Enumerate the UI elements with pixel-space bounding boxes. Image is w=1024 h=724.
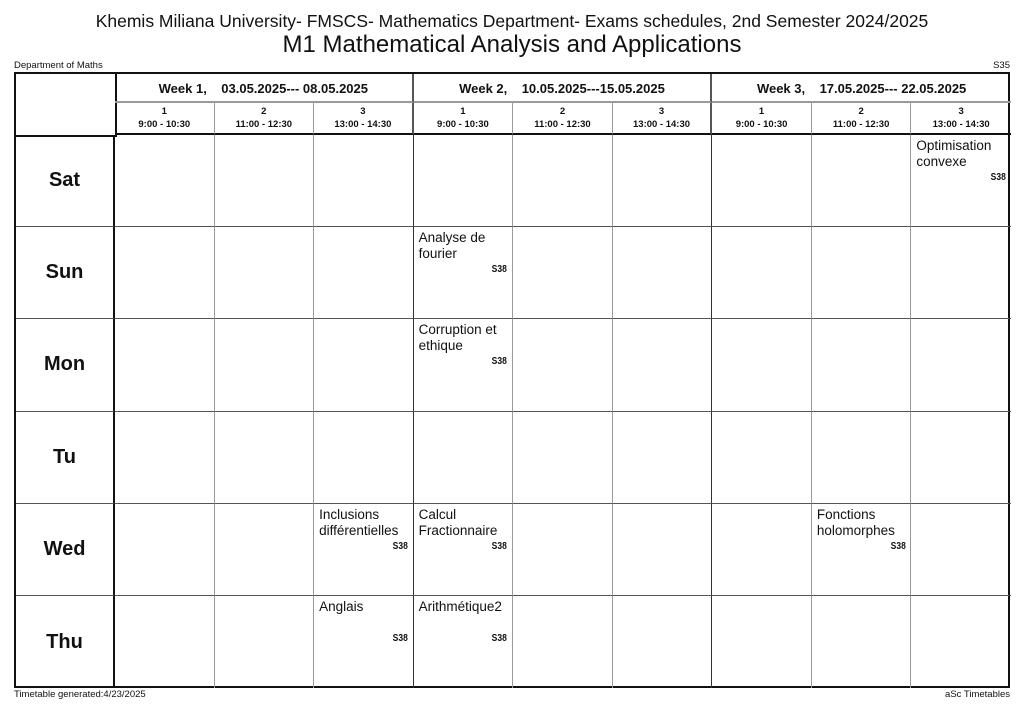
period-header — [613, 103, 713, 135]
timetable-cell[interactable] — [115, 319, 215, 411]
timetable-cell[interactable] — [215, 319, 315, 411]
period-header — [911, 103, 1011, 135]
timetable-cell[interactable] — [712, 227, 812, 319]
exam-cell[interactable] — [414, 504, 514, 596]
timetable-cell[interactable] — [314, 319, 414, 411]
timetable-cell[interactable] — [613, 504, 713, 596]
exam-room: S38 — [990, 172, 1006, 183]
period-header — [314, 103, 414, 135]
exam-subject: Arithmétique2 — [418, 599, 502, 614]
timetable-cell[interactable] — [812, 412, 912, 504]
timetable-cell[interactable] — [613, 319, 713, 411]
timetable-cell[interactable] — [115, 504, 215, 596]
period-header — [812, 103, 912, 135]
timetable-cell[interactable] — [812, 319, 912, 411]
room-label: S35 — [993, 60, 1010, 71]
exam-subject: Calcul Fractionnaire — [418, 506, 498, 538]
exam-room: S38 — [890, 540, 906, 552]
timetable-cell[interactable] — [513, 227, 613, 319]
exam-cell[interactable] — [314, 596, 414, 688]
week-header: Week 3, 17.05.2025--- 22.05.2025 — [712, 74, 1011, 103]
period-header — [414, 103, 514, 135]
timetable-cell[interactable] — [613, 135, 713, 227]
timetable-cell[interactable] — [911, 596, 1011, 688]
timetable-cell[interactable] — [812, 227, 912, 319]
timetable-cell[interactable] — [613, 412, 713, 504]
timetable-cell[interactable] — [215, 596, 315, 688]
day-label: Sat — [16, 135, 115, 227]
period-time: 9:00 - 10:30 — [437, 119, 489, 130]
generated-date: Timetable generated:4/23/2025 — [14, 689, 146, 700]
week-header: Week 2, 10.05.2025---15.05.2025 — [414, 74, 713, 103]
period-number: 3 — [658, 106, 665, 117]
exam-room: S38 — [492, 356, 508, 368]
exam-cell[interactable] — [414, 319, 514, 411]
exam-subject: Inclusions différentielles — [319, 506, 399, 538]
timetable-cell[interactable] — [911, 412, 1011, 504]
period-time: 13:00 - 14:30 — [334, 119, 392, 130]
exam-subject: Analyse de fourier — [418, 230, 486, 262]
timetable-cell[interactable] — [513, 504, 613, 596]
week-header: Week 1, 03.05.2025--- 08.05.2025 — [115, 74, 414, 103]
exam-room: S38 — [492, 633, 508, 644]
period-number: 3 — [360, 106, 366, 117]
period-number: 1 — [758, 106, 765, 117]
exam-cell[interactable] — [812, 504, 912, 596]
exam-cell[interactable] — [414, 596, 514, 688]
period-time: 9:00 - 10:30 — [138, 119, 191, 130]
timetable-cell[interactable] — [712, 135, 812, 227]
day-label: Thu — [16, 596, 115, 688]
timetable-cell[interactable] — [712, 504, 812, 596]
timetable-grid — [14, 72, 1010, 688]
exam-subject: Anglais — [319, 599, 364, 614]
period-header — [115, 103, 215, 135]
timetable-cell[interactable] — [911, 319, 1011, 411]
period-number: 2 — [261, 106, 267, 117]
timetable-cell[interactable] — [115, 227, 215, 319]
timetable-cell[interactable] — [215, 412, 315, 504]
period-time: 13:00 - 14:30 — [633, 119, 691, 130]
period-number: 2 — [858, 106, 864, 117]
timetable-cell[interactable] — [115, 135, 215, 227]
timetable-cell[interactable] — [712, 319, 812, 411]
document-title: Khemis Miliana University- FMSCS- Mathematics Department- Exams schedules, 2nd Semester 2024/2025 — [95, 11, 929, 31]
period-number: 1 — [460, 106, 466, 117]
period-time: 11:00 - 12:30 — [534, 119, 591, 130]
timetable-cell[interactable] — [314, 412, 414, 504]
exam-room: S38 — [492, 264, 508, 276]
timetable-cell[interactable] — [712, 412, 812, 504]
timetable-cell[interactable] — [215, 135, 315, 227]
timetable-cell[interactable] — [314, 227, 414, 319]
period-number: 1 — [161, 106, 167, 117]
department-label: Department of Maths — [14, 60, 103, 71]
timetable-cell[interactable] — [115, 412, 215, 504]
period-number: 2 — [559, 106, 566, 117]
timetable-cell[interactable] — [115, 596, 215, 688]
exam-cell[interactable] — [314, 504, 414, 596]
exam-subject: Optimisation convexe — [916, 138, 992, 169]
exam-cell[interactable] — [414, 227, 514, 319]
day-label: Mon — [16, 319, 115, 411]
period-header — [712, 103, 812, 135]
timetable-cell[interactable] — [812, 596, 912, 688]
exam-subject: Corruption et ethique — [418, 322, 497, 354]
timetable-cell[interactable] — [911, 504, 1011, 596]
timetable-cell[interactable] — [513, 319, 613, 411]
period-header — [513, 103, 613, 135]
period-time: 11:00 - 12:30 — [832, 119, 890, 130]
class-title: M1 Mathematical Analysis and Applications — [282, 31, 742, 58]
period-time: 9:00 - 10:30 — [735, 119, 788, 130]
exam-cell[interactable] — [911, 135, 1011, 227]
timetable-cell[interactable] — [314, 135, 414, 227]
exam-subject: Fonctions holomorphes — [816, 506, 895, 538]
day-label: Sun — [16, 227, 115, 319]
timetable-cell[interactable] — [712, 596, 812, 688]
period-number: 3 — [958, 106, 964, 117]
software-credit: aSc Timetables — [945, 689, 1010, 700]
exam-room: S38 — [392, 633, 408, 644]
timetable-cell[interactable] — [911, 227, 1011, 319]
period-time: 13:00 - 14:30 — [932, 119, 990, 130]
timetable-cell[interactable] — [613, 227, 713, 319]
timetable-cell[interactable] — [414, 412, 514, 504]
exam-room: S38 — [392, 540, 408, 552]
timetable-cell[interactable] — [513, 135, 613, 227]
timetable-cell[interactable] — [613, 596, 713, 688]
period-header — [215, 103, 315, 135]
day-label: Wed — [16, 504, 115, 596]
timetable-cell[interactable] — [215, 504, 315, 596]
exam-room: S38 — [492, 540, 508, 552]
corner-cell — [16, 74, 117, 137]
timetable-cell[interactable] — [812, 135, 912, 227]
timetable-cell[interactable] — [414, 135, 514, 227]
period-time: 11:00 - 12:30 — [235, 119, 293, 130]
timetable-cell[interactable] — [513, 412, 613, 504]
timetable-cell[interactable] — [513, 596, 613, 688]
timetable-cell[interactable] — [215, 227, 315, 319]
day-label: Tu — [16, 412, 115, 504]
